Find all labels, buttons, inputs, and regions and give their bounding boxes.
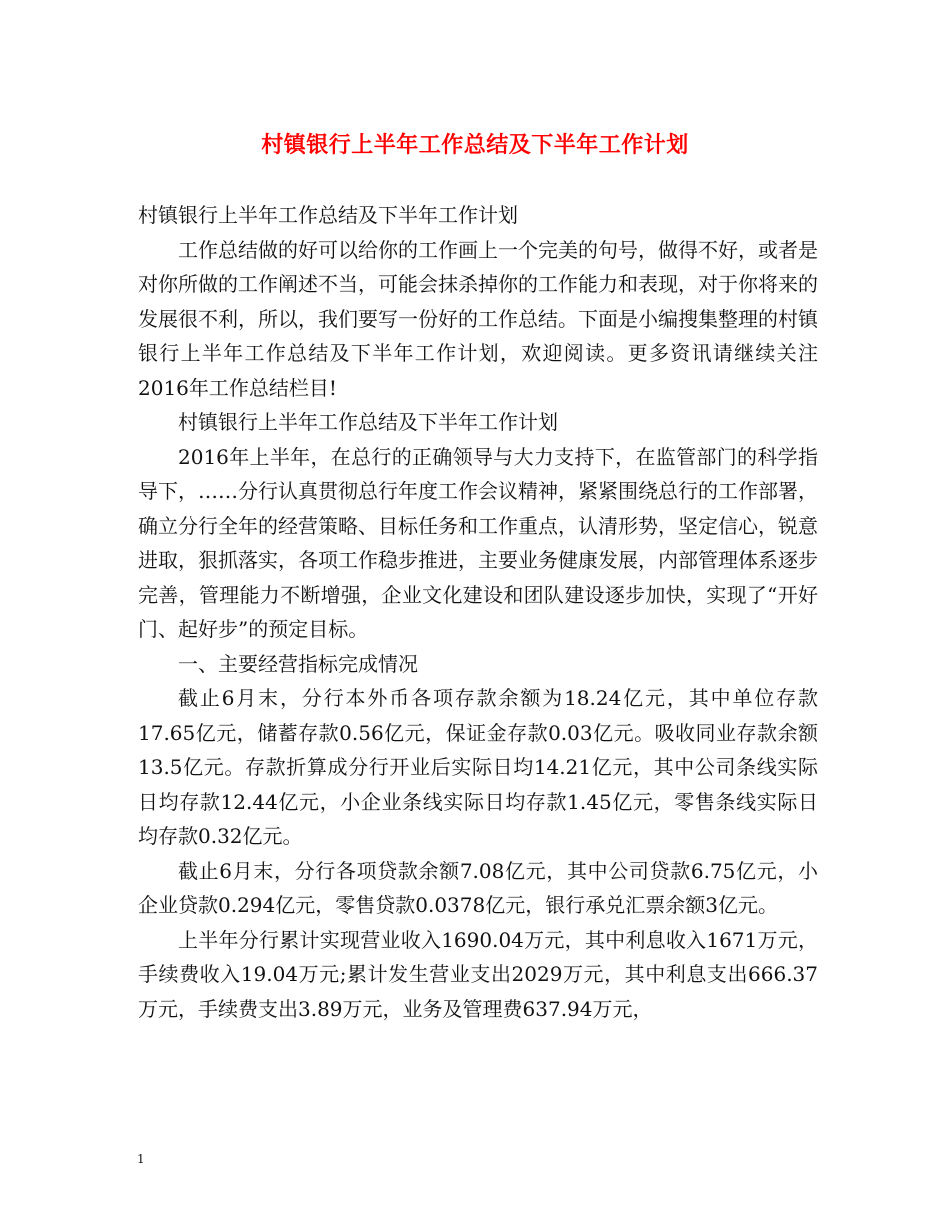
paragraph-subheading-indicators: 一、主要经营指标完成情况 <box>178 651 418 676</box>
paragraph-loans: 截止6月末，分行各项贷款余额7.08亿元，其中公司贷款6.75亿元，小企业贷款0.294亿元，零售贷款0.0378亿元，银行承兑汇票余额3亿元。 <box>138 858 818 917</box>
paragraph-income: 上半年分行累计实现营业收入1690.04万元，其中利息收入1671万元，手续费收入19.04万元;累计发生营业支出2029万元，其中利息支出666.37万元，手续费支出3.89万元，业务及管理费637.94万元， <box>138 927 818 1021</box>
paragraph-intro: 工作总结做的好可以给你的工作画上一个完美的句号，做得不好，或者是对你所做的工作阐述不当，可能会抹杀掉你的工作能力和表现，对于你将来的发展很不利，所以，我们要写一份好的工作总结。下面是小编搜集整理的村镇银行上半年工作总结及下半年工作计划，欢迎阅读。更多资讯请继续关注2016年工作总结栏目! <box>138 237 818 400</box>
paragraph-section-heading: 村镇银行上半年工作总结及下半年工作计划 <box>178 410 558 434</box>
paragraph-deposits: 截止6月末，分行本外币各项存款余额为18.24亿元，其中单位存款17.65亿元，储蓄存款0.56亿元，保证金存款0.03亿元。吸收同业存款余额13.5亿元。存款折算成分行开业后实际日均14.21亿元，其中公司条线实际日均存款12.44亿元，小企业条线实际日均存款1.45亿元，零售条线实际日均存款0.32亿元。 <box>138 686 818 848</box>
page-number: 1 <box>137 1152 145 1166</box>
document-title: 村镇银行上半年工作总结及下半年工作计划 <box>261 133 689 158</box>
paragraph-repeat-title: 村镇银行上半年工作总结及下半年工作计划 <box>138 203 518 227</box>
document-body <box>138 198 818 1026</box>
paragraph-overview: 2016年上半年，在总行的正确领导与大力支持下，在监管部门的科学指导下，……分行认真贯彻总行年度工作会议精神，紧紧围绕总行的工作部署，确立分行全年的经营策略、目标任务和工作重点，认清形势，坚定信心，锐意进取，狠抓落实，各项工作稳步推进，主要业务健康发展，内部管理体系逐步完善，管理能力不断增强，企业文化建设和团队建设逐步加快，实现了“开好门、起好步”的预定目标。 <box>138 444 818 641</box>
